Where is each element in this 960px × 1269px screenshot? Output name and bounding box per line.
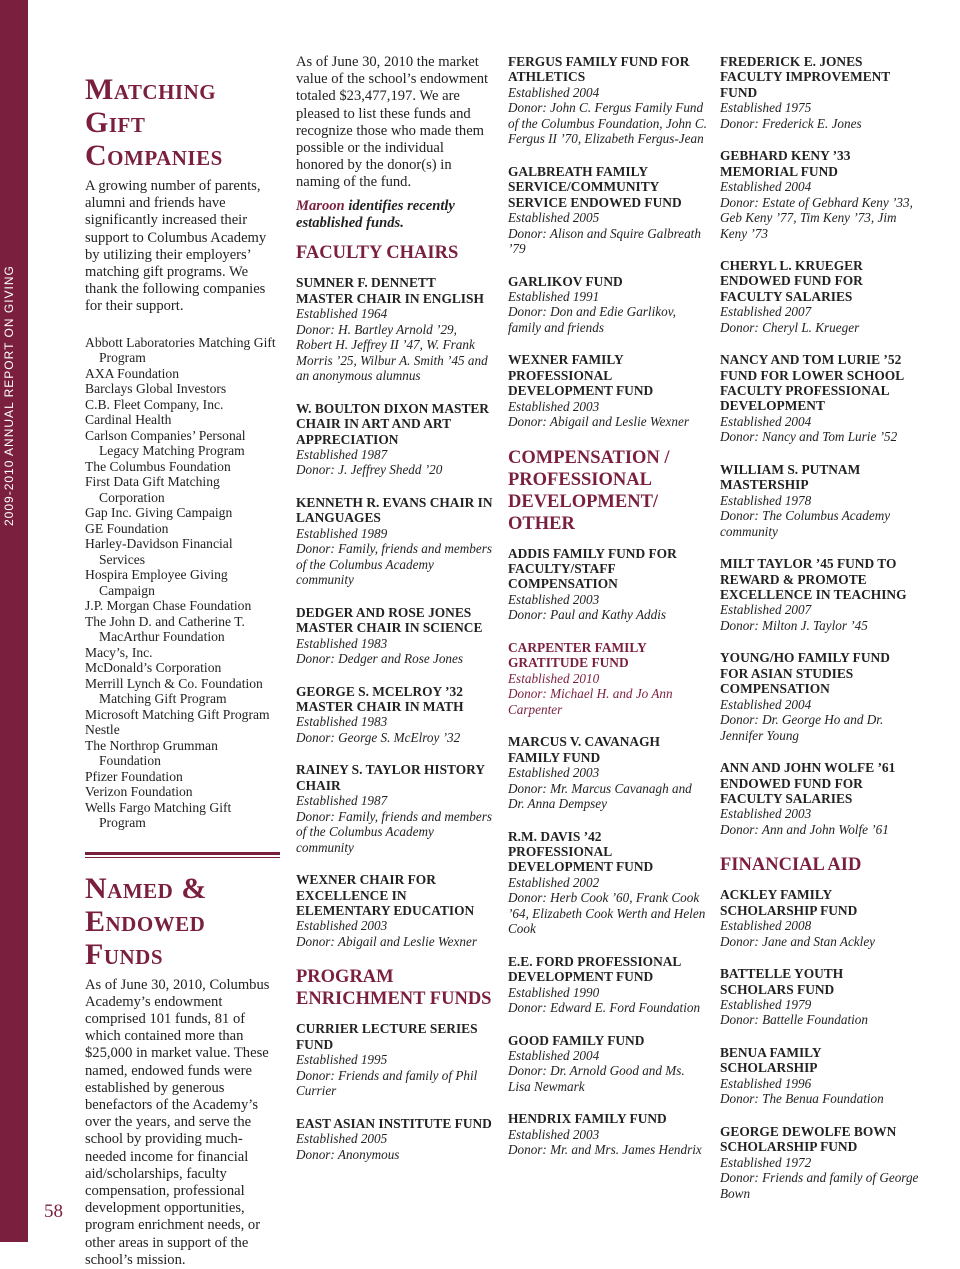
- fund-donor: Donor: Abigail and Leslie Wexner: [508, 414, 689, 430]
- fund-entry: [720, 54, 920, 131]
- fund-established: Established 2007: [720, 304, 812, 320]
- fund-entry: [508, 1033, 708, 1095]
- section-divider: [85, 852, 280, 858]
- fund-entry: [720, 887, 920, 949]
- fund-name: SUMNER F. DENNETT MASTER CHAIR IN ENGLISH: [296, 275, 484, 306]
- fund-donor: Donor: Dr. Arnold Good and Ms. Lisa Newmark: [508, 1063, 685, 1094]
- fund-entry: [296, 495, 494, 588]
- fund-entry: [296, 872, 494, 949]
- fund-name: GEORGE S. MCELROY ’32 MASTER CHAIR IN MATH: [296, 683, 464, 714]
- fund-name: MARCUS V. CAVANAGH FAMILY FUND: [508, 734, 660, 765]
- fund-entry: [720, 1045, 920, 1107]
- fund-entry: [508, 352, 708, 429]
- fund-entry: [720, 258, 920, 335]
- fund-established: Established 1972: [720, 1154, 812, 1170]
- fund-donor: Donor: Mr. and Mrs. James Hendrix: [508, 1142, 702, 1158]
- section-financial-aid: [720, 854, 920, 1201]
- fund-established: Established 1964: [296, 306, 388, 322]
- fund-name: GARLIKOV FUND: [508, 273, 623, 289]
- fund-entry: [296, 605, 494, 667]
- fund-name: GEBHARD KENY ’33 MEMORIAL FUND: [720, 148, 851, 179]
- company-item: Wells Fargo Matching Gift Program: [85, 799, 232, 831]
- fund-name: BATTELLE YOUTH SCHOLARS FUND: [720, 966, 844, 997]
- fund-donor: Donor: Edward E. Ford Foundation: [508, 1000, 701, 1016]
- fund-established: Established 2002: [508, 874, 600, 890]
- page-number: 58: [44, 1201, 63, 1222]
- fund-established: Established 2004: [720, 179, 812, 195]
- fund-donor: Donor: The Benua Foundation: [720, 1091, 884, 1107]
- fund-name: BENUA FAMILY SCHOLARSHIP: [720, 1044, 822, 1076]
- fund-name: YOUNG/HO FAMILY FUND FOR ASIAN STUDIES COMPENSATION: [720, 650, 890, 697]
- company-list: [85, 335, 280, 831]
- fund-name: CURRIER LECTURE SERIES FUND: [296, 1021, 478, 1052]
- fund-established: Established 1987: [296, 446, 388, 462]
- company-item: J.P. Morgan Chase Foundation: [85, 598, 252, 614]
- company-item: Harley-Davidson Financial Services: [85, 536, 233, 567]
- fund-donor: Donor: John C. Fergus Family Fund of the Columbus Foundation, John C. Fergus II ’70, Elizabeth Fergus-Jean: [508, 100, 707, 147]
- fund-name: CHERYL L. KRUEGER ENDOWED FUND FOR FACULTY SALARIES: [720, 258, 863, 304]
- section-compensation: [508, 447, 708, 1158]
- company-item: Verizon Foundation: [85, 784, 193, 800]
- section-heading: FINANCIAL AID: [720, 855, 862, 876]
- fund-entry: [508, 546, 708, 623]
- fund-established: Established 2005: [508, 210, 600, 226]
- fund-donor: Donor: Cheryl L. Krueger: [720, 319, 860, 335]
- fund-established: Established 2010: [508, 670, 600, 686]
- fund-established: Established 1975: [720, 100, 812, 116]
- fund-donor: Donor: Battelle Foundation: [720, 1012, 868, 1028]
- company-item: Hospira Employee Giving Campaign: [85, 567, 228, 598]
- company-item: The Northrop Grumman Foundation: [85, 737, 218, 769]
- fund-entry: [508, 734, 708, 811]
- matching-heading: Matching Gift Companies: [85, 73, 223, 172]
- fund-established: Established 2004: [720, 696, 812, 712]
- fund-established: Established 1996: [720, 1075, 812, 1091]
- fund-entry: [508, 640, 708, 717]
- fund-donor: Donor: Paul and Kathy Addis: [508, 607, 667, 623]
- fund-entry: [296, 1021, 494, 1098]
- fund-established: Established 2004: [720, 413, 812, 429]
- fund-donor: Donor: Nancy and Tom Lurie ’52: [720, 429, 898, 445]
- fund-entry: [720, 650, 920, 743]
- column-3: [508, 54, 708, 1175]
- fund-name: FERGUS FAMILY FUND FOR ATHLETICS: [508, 54, 690, 85]
- maroon-word: Maroon: [296, 197, 345, 214]
- fund-donor: Donor: Dr. George Ho and Dr. Jennifer Young: [720, 712, 884, 743]
- fund-donor: Donor: Michael H. and Jo Ann Carpenter: [508, 686, 673, 717]
- fund-entry: [720, 148, 920, 241]
- fund-donor: Donor: Milton J. Taylor ’45: [720, 617, 868, 633]
- fund-entry: [296, 684, 494, 746]
- fund-established: Established 2008: [720, 918, 812, 934]
- fund-entry: [296, 1116, 494, 1162]
- fund-donor: Donor: Alison and Squire Galbreath ’79: [508, 225, 701, 257]
- fund-name: E.E. FORD PROFESSIONAL DEVELOPMENT FUND: [508, 953, 681, 985]
- fund-entry: [508, 954, 708, 1016]
- fund-established: Established 1983: [296, 714, 388, 730]
- fund-donor: Donor: J. Jeffrey Shedd ’20: [296, 462, 443, 478]
- company-item: Cardinal Health: [85, 412, 172, 428]
- fund-name: NANCY AND TOM LURIE ’52 FUND FOR LOWER SCHOOL FACULTY PROFESSIONAL DEVELOPMENT: [720, 352, 904, 414]
- fund-donor: Donor: Friends and family of George Bown: [720, 1170, 919, 1201]
- sidebar-band: [0, 0, 28, 1242]
- fund-donor: Donor: Friends and family of Phil Currier: [296, 1067, 478, 1099]
- section-heading: COMPENSATION / PROFESSIONAL DEVELOPMENT/ OTHER: [508, 447, 670, 534]
- company-item: Merrill Lynch & Co. Foundation Matching Gift Program: [85, 675, 263, 707]
- maroon-note: [296, 198, 494, 233]
- company-item: Gap Inc. Giving Campaign: [85, 505, 233, 521]
- fund-established: Established 1979: [720, 996, 812, 1012]
- section-faculty-chairs: [296, 242, 494, 949]
- fund-name: WEXNER CHAIR FOR EXCELLENCE IN ELEMENTARY EDUCATION: [296, 872, 475, 919]
- maroon-note-rest: identifies recently established funds.: [296, 197, 455, 232]
- fund-name: ADDIS FAMILY FUND FOR FACULTY/STAFF COMPENSATION: [508, 545, 677, 592]
- fund-established: Established 2007: [720, 602, 812, 618]
- company-item: McDonald’s Corporation: [85, 660, 222, 676]
- fund-established: Established 1995: [296, 1052, 388, 1068]
- fund-entry: [720, 556, 920, 633]
- fund-donor: Donor: Ann and John Wolfe ’61: [720, 821, 889, 837]
- fund-name: DEDGER AND ROSE JONES MASTER CHAIR IN SCIENCE: [296, 604, 483, 636]
- fund-established: Established 1990: [508, 984, 600, 1000]
- fund-donor: Donor: Estate of Gebhard Keny ’33, Geb Keny ’77, Tim Keny ’73, Jim Keny ’73: [720, 194, 913, 241]
- fund-established: Established 2005: [296, 1131, 388, 1147]
- fund-name: MILT TAYLOR ’45 FUND TO REWARD & PROMOTE EXCELLENCE IN TEACHING: [720, 556, 907, 602]
- fund-entry: [508, 1111, 708, 1157]
- fund-entry: [296, 401, 494, 478]
- company-item: Nestle: [85, 722, 120, 738]
- company-item: GE Foundation: [85, 520, 169, 536]
- section-heading: FACULTY CHAIRS: [296, 243, 459, 264]
- fund-donor: Donor: Herb Cook ’60, Frank Cook ’64, Elizabeth Cook Werth and Helen Cook: [508, 890, 706, 937]
- matching-intro: A growing number of parents, alumni and friends have significantly increased their support to Columbus Academy by utilizing their employers’ matching gift programs. We thank the following companies for their support.: [85, 178, 267, 315]
- fund-entry: [720, 462, 920, 539]
- fund-established: Established 1983: [296, 635, 388, 651]
- section-program-enrichment: [296, 966, 494, 1162]
- fund-name: WILLIAM S. PUTNAM MASTERSHIP: [720, 461, 861, 493]
- fund-name: WEXNER FAMILY PROFESSIONAL DEVELOPMENT FUND: [508, 352, 654, 399]
- fund-entry: [720, 966, 920, 1028]
- fund-name: RAINEY S. TAYLOR HISTORY CHAIR: [296, 762, 485, 793]
- fund-entry: [720, 1124, 920, 1201]
- named-heading: Named & Endowed Funds: [85, 871, 207, 971]
- fund-name: KENNETH R. EVANS CHAIR IN LANGUAGES: [296, 494, 493, 526]
- column-1: [85, 54, 280, 1269]
- fund-established: Established 2003: [508, 398, 600, 414]
- fund-donor: Donor: Family, friends and members of the Columbus Academy community: [296, 541, 492, 588]
- fund-name: FREDERICK E. JONES FACULTY IMPROVEMENT FUND: [720, 54, 890, 100]
- fund-name: CARPENTER FAMILY GRATITUDE FUND: [508, 639, 647, 671]
- section-heading: PROGRAM ENRICHMENT FUNDS: [296, 967, 492, 1010]
- fund-entry: [296, 762, 494, 855]
- company-item: First Data Gift Matching Corporation: [85, 474, 220, 505]
- fund-entry: [508, 54, 708, 147]
- fund-donor: Donor: George S. McElroy ’32: [296, 729, 461, 745]
- fund-name: EAST ASIAN INSTITUTE FUND: [296, 1115, 492, 1131]
- section-compensation-cont: [720, 54, 920, 837]
- fund-established: Established 1991: [508, 288, 600, 304]
- section-program-enrichment-cont: [508, 54, 708, 430]
- company-item: C.B. Fleet Company, Inc.: [85, 396, 224, 412]
- fund-donor: Donor: Mr. Marcus Cavanagh and Dr. Anna Dempsey: [508, 780, 692, 811]
- company-item: Barclays Global Investors: [85, 381, 227, 397]
- named-intro: As of June 30, 2010, Columbus Academy’s endowment comprised 101 funds, 81 of which contained more than $25,000 in market value. These named, endowed funds were established by generous benefactors of the Academy’s over the years, and serve the school by providing much-needed income for financial aid/scholarships, faculty compensation, professional development opportunities, program enrichment needs, or other areas in support of the school’s mission.: [85, 976, 270, 1268]
- fund-established: Established 2003: [720, 806, 812, 822]
- company-item: Abbott Laboratories Matching Gift Program: [85, 334, 276, 366]
- fund-established: Established 2003: [296, 918, 388, 934]
- fund-donor: Donor: Don and Edie Garlikov, family and friends: [508, 304, 676, 335]
- fund-donor: Donor: Frederick E. Jones: [720, 115, 862, 131]
- column-4: [720, 54, 920, 1218]
- company-item: Macy’s, Inc.: [85, 644, 153, 660]
- company-item: AXA Foundation: [85, 365, 180, 381]
- fund-entry: [296, 275, 494, 383]
- fund-name: GEORGE DEWOLFE BOWN SCHOLARSHIP FUND: [720, 1123, 897, 1155]
- fund-entry: [508, 829, 708, 937]
- fund-donor: Donor: Family, friends and members of the Columbus Academy community: [296, 808, 492, 855]
- fund-name: R.M. DAVIS ’42 PROFESSIONAL DEVELOPMENT FUND: [508, 828, 654, 875]
- fund-donor: Donor: Anonymous: [296, 1146, 400, 1162]
- fund-name: W. BOULTON DIXON MASTER CHAIR IN ART AND ART APPRECIATION: [296, 400, 489, 447]
- fund-name: GALBREATH FAMILY SERVICE/COMMUNITY SERVICE ENDOWED FUND: [508, 163, 682, 210]
- fund-name: ANN AND JOHN WOLFE ’61 ENDOWED FUND FOR FACULTY SALARIES: [720, 760, 896, 806]
- fund-donor: Donor: Jane and Stan Ackley: [720, 933, 876, 949]
- company-item: Pfizer Foundation: [85, 768, 183, 784]
- fund-entry: [508, 274, 708, 336]
- fund-established: Established 2004: [508, 1047, 600, 1063]
- column-2: [296, 54, 494, 1179]
- fund-established: Established 1987: [296, 793, 388, 809]
- fund-established: Established 2004: [508, 84, 600, 100]
- fund-name: ACKLEY FAMILY SCHOLARSHIP FUND: [720, 887, 858, 918]
- fund-donor: Donor: The Columbus Academy community: [720, 508, 891, 539]
- fund-name: HENDRIX FAMILY FUND: [508, 1111, 667, 1127]
- fund-donor: Donor: Abigail and Leslie Wexner: [296, 933, 477, 949]
- fund-established: Established 1989: [296, 525, 388, 541]
- fund-entry: [720, 352, 920, 445]
- fund-donor: Donor: H. Bartley Arnold ’29, Robert H. Jeffrey II ’47, W. Frank Morris ’25, Wilbur A. Smith ’45 and an anonymous alumnus: [296, 321, 488, 384]
- market-value-text: As of June 30, 2010 the market value of the school’s endowment totaled $23,477,197. We are pleased to list these funds and recognize those who made them possible or the individual honored by the donor(s) in naming of the fund.: [296, 54, 489, 191]
- fund-established: Established 2003: [508, 765, 600, 780]
- company-item: Carlson Companies’ Personal Legacy Matching Program: [85, 427, 246, 459]
- fund-established: Established 2003: [508, 591, 600, 607]
- fund-name: GOOD FAMILY FUND: [508, 1032, 645, 1048]
- sidebar-title: 2009-2010 ANNUAL REPORT ON GIVING: [2, 265, 16, 526]
- fund-entry: [720, 760, 920, 837]
- fund-established: Established 2003: [508, 1126, 600, 1142]
- company-item: Microsoft Matching Gift Program: [85, 706, 270, 722]
- fund-donor: Donor: Dedger and Rose Jones: [296, 651, 464, 667]
- company-item: The Columbus Foundation: [85, 458, 231, 474]
- fund-entry: [508, 164, 708, 257]
- company-item: The John D. and Catherine T. MacArthur Foundation: [85, 613, 245, 645]
- fund-established: Established 1978: [720, 492, 812, 508]
